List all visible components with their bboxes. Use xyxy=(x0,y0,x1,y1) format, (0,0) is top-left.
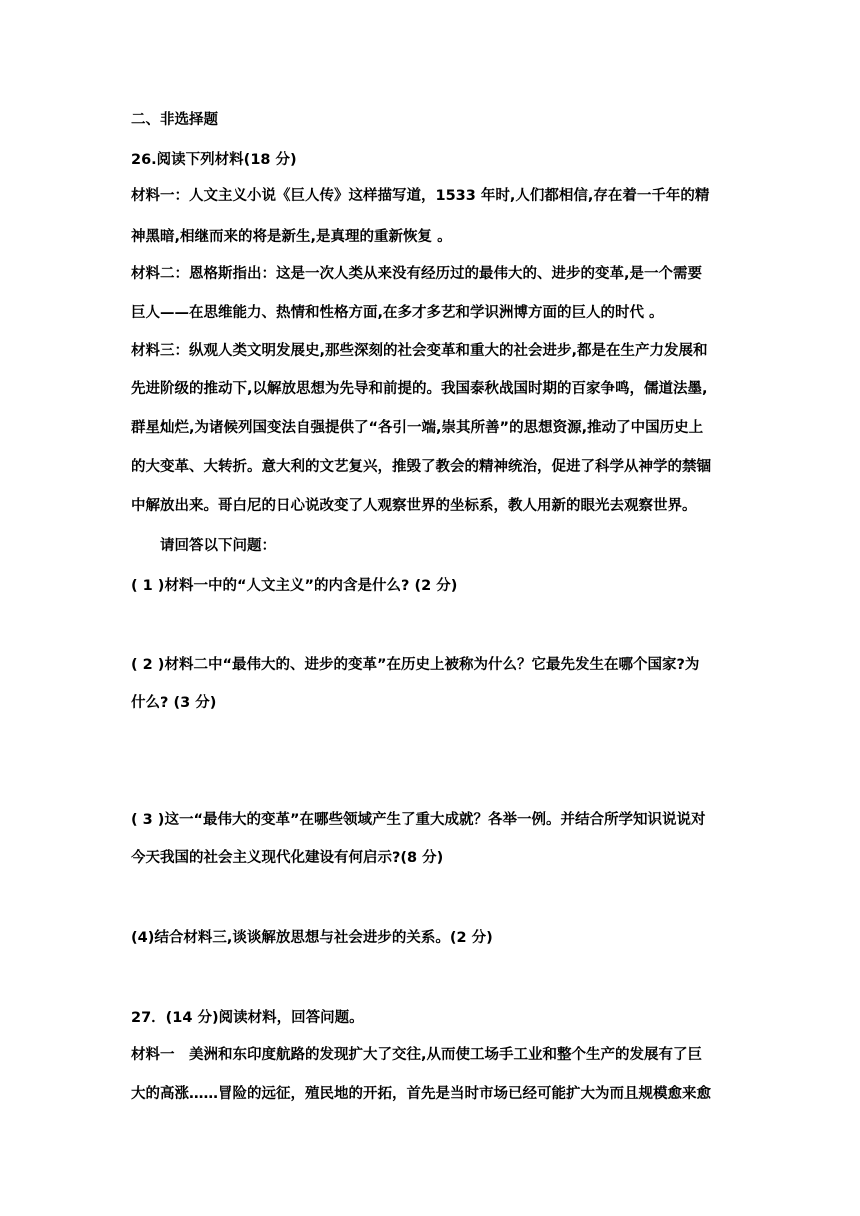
q26-sub3-line1: ( 3 )这一“最伟大的变革”在哪些领域产生了重大成就？各举一例。并结合所学知识说说对 xyxy=(131,812,706,828)
section-title: 二、非选择题 xyxy=(131,112,218,128)
q26-prompt: 请回答以下问题： xyxy=(160,538,276,554)
q26-material3-line2: 先进阶级的推动下,以解放思想为先导和前提的。我国泰秋战国时期的百家争鸣，儒道法墨, xyxy=(131,381,708,397)
q26-material1-line1: 材料一：人文主义小说《巨人传》这样描写道，1533 年时,人们都相信,存在着一千年的精 xyxy=(131,188,710,204)
q26-sub1: ( 1 )材料一中的“人文主义”的内含是什么? (2 分) xyxy=(131,578,458,594)
q27-material1-line1: 材料一 美洲和东印度航路的发现扩大了交往,从而使工场手工业和整个生产的发展有了巨 xyxy=(131,1047,703,1063)
q26-header: 26.阅读下列材料(18 分) xyxy=(131,152,297,168)
q26-material3-line5: 中解放出来。哥白尼的日心说改变了人观察世界的坐标系，教人用新的眼光去观察世界。 xyxy=(131,498,697,514)
q26-material3-line1: 材料三：纵观人类文明发展史,那些深刻的社会变革和重大的社会进步,都是在生产力发展和 xyxy=(131,343,708,359)
q26-material2-line1: 材料二：恩格斯指出：这是一次人类从来没有经历过的最伟大的、进步的变革,是一个需要 xyxy=(131,266,703,282)
q26-sub2-line2: 什么? (3 分) xyxy=(131,695,217,711)
q26-material3-line3: 群星灿烂,为诸候列国变法自强提供了“各引一端,崇其所善”的思想资源,推动了中国历史上 xyxy=(131,420,704,436)
q26-sub2-line1: ( 2 )材料二中“最伟大的、进步的变革”在历史上被称为什么？它最先发生在哪个国家?为 xyxy=(131,657,700,673)
q26-sub3-line2: 今天我国的社会主义现代化建设有何启示?(8 分) xyxy=(131,850,444,866)
q26-material1-line2: 神黑暗,相继而来的将是新生,是真理的重新恢复 。 xyxy=(131,229,452,245)
q26-material2-line2: 巨人——在思维能力、热情和性格方面,在多才多艺和学识洲博方面的巨人的时代 。 xyxy=(131,305,664,321)
q26-sub4: (4)结合材料三,谈谈解放思想与社会进步的关系。(2 分) xyxy=(131,930,493,946)
q27-material1-line2: 大的高涨……冒险的远征，殖民地的开拓，首先是当时市场已经可能扩大为而且规模愈来愈 xyxy=(131,1086,711,1102)
q27-header: 27．(14 分)阅读材料，回答问题。 xyxy=(131,1010,364,1026)
q26-material3-line4: 的大变革、大转折。意大利的文艺复兴，推毁了教会的精神统治，促进了科学从神学的禁锢 xyxy=(131,459,711,475)
